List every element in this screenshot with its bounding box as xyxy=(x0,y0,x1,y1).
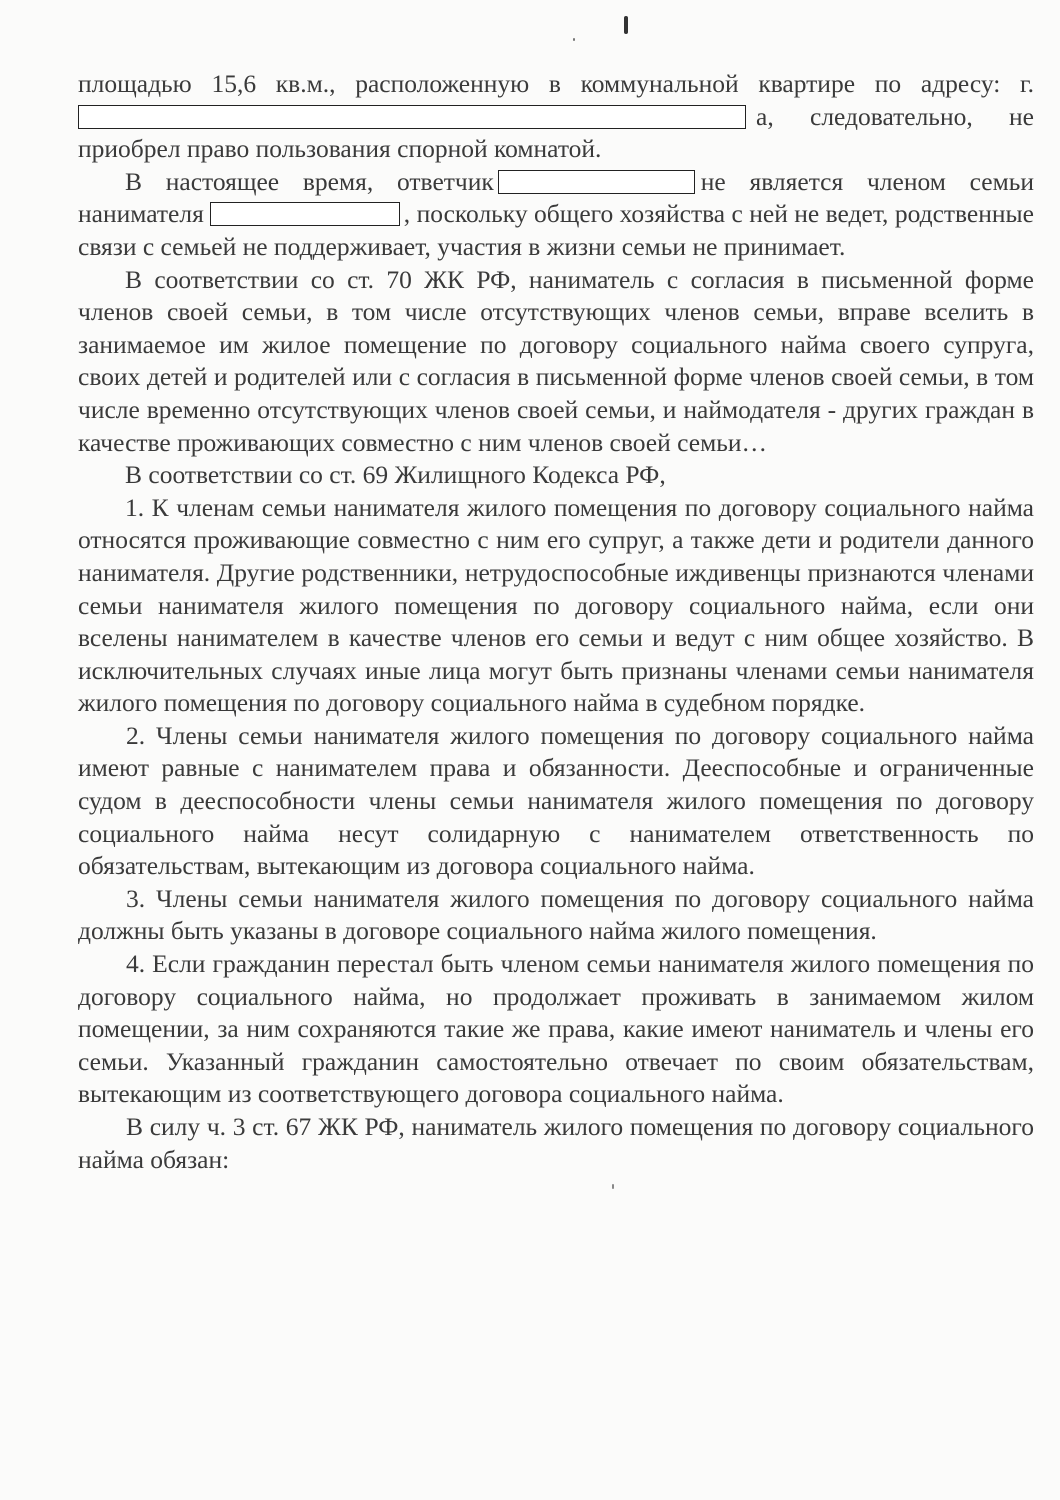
text: а, следовательно, не приобрел право пользования спорной комнатой. xyxy=(78,101,1034,164)
text: В настоящее время, ответчик xyxy=(125,166,494,196)
document-page xyxy=(78,68,1034,1176)
paragraph-article-69-item-1: 1. К членам семьи нанимателя жилого помещения по договору социального найма относятся проживающие совместно с ним его супруг, а также дети и родители данного нанимателя. Другие родственники, нетрудоспособные иждивенцы признаются членами семьи нанимателя жилого помещения по договору социального найма, если они вселены нанимателем в качестве членов его семьи и ведут с ним общее хозяйство. В исключительных случаях иные лица могут быть признаны членами семьи нанимателя жилого помещения по договору социального найма в судебном порядке. xyxy=(78,492,1034,718)
paragraph-address xyxy=(78,68,1034,166)
paragraph-article-69-item-3: 3. Члены семьи нанимателя жилого помещения по договору социального найма должны быть указаны в договоре социального найма жилого помещения. xyxy=(78,883,1034,946)
paragraph-defendant xyxy=(78,166,1034,264)
paragraph-article-70: В соответствии со ст. 70 ЖК РФ, наниматель с согласия в письменной форме членов своей семьи, в том числе отсутствующих членов семьи, вправе вселить в занимаемое им жилое помещение по договору социального найма своего супруга, своих детей и родителей или с согласия в письменной форме членов своей семьи, в том числе временно отсутствующих членов своей семьи, и наймодателя - других граждан в качестве проживающих совместно с ним членов своей семьи… xyxy=(78,264,1034,457)
paragraph-article-69-item-4: 4. Если гражданин перестал быть членом семьи нанимателя жилого помещения по договору социального найма, но продолжает проживать в занимаемом жилом помещении, за ним сохраняются такие же права, какие имеют наниматель и члены его семьи. Указанный гражданин самостоятельно отвечает по своим обязательствам, вытекающим из соответствующего договора социального найма. xyxy=(78,949,1034,1109)
scan-speck xyxy=(612,1184,614,1189)
paragraph-article-67: В силу ч. 3 ст. 67 ЖК РФ, наниматель жилого помещения по договору социального найма обязан: xyxy=(78,1112,1034,1174)
scan-speck xyxy=(624,16,628,34)
text: не является членом семьи нанимателя xyxy=(78,166,1034,229)
paragraph-article-69-intro: В соответствии со ст. 69 Жилищного Кодекса РФ, xyxy=(125,460,666,490)
text: площадью 15,6 кв.м., расположенную в коммунальной квартире по адресу: г. xyxy=(78,69,1034,98)
redacted-tenant-name xyxy=(210,202,400,226)
text: , поскольку общего хозяйства с ней не ведет, родственные связи с семьей не поддерживает, участия в жизни семьи не принимает. xyxy=(78,199,1034,261)
paragraph-article-69-item-2: 2. Члены семьи нанимателя жилого помещения по договору социального найма имеют равные с нанимателем права и обязанности. Дееспособные и ограниченные судом в дееспособности члены семьи нанимателя жилого помещения по договору социального найма несут солидарную с нанимателем ответственность по обязательствам, вытекающим из договора социального найма. xyxy=(78,720,1034,881)
redacted-defendant-name xyxy=(498,170,695,194)
redacted-address xyxy=(78,105,746,129)
scan-speck xyxy=(573,38,575,41)
